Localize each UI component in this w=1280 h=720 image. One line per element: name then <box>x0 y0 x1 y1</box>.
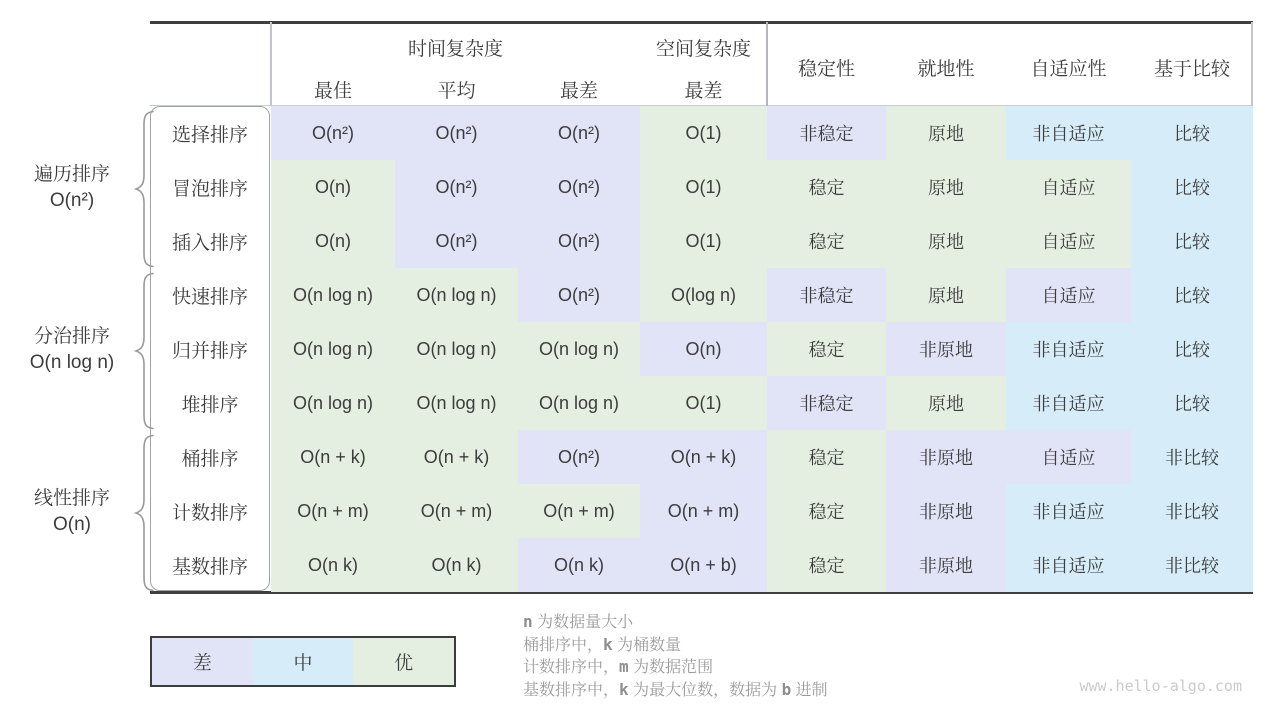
table-cell: 原地 <box>886 268 1006 322</box>
table-cell: 非原地 <box>886 484 1006 538</box>
table-cell: 比较 <box>1131 376 1253 430</box>
table-cell: 自适应 <box>1006 160 1131 214</box>
footnote-variable: m <box>619 657 629 676</box>
table-cell: O(n log n) <box>518 322 640 376</box>
table-cell: O(n²) <box>518 160 640 214</box>
table-cell: O(n k) <box>518 538 640 592</box>
table-cell: O(n k) <box>395 538 518 592</box>
row-label: 计数排序 <box>171 502 248 524</box>
footnote-text: 为最大位数，数据为 <box>628 681 782 699</box>
table-cell: O(n²) <box>518 268 640 322</box>
table-cell: O(n k) <box>271 538 395 592</box>
group-label-divide-conquer-sort <box>6 324 138 376</box>
table-cell: 自适应 <box>1006 268 1131 322</box>
table-cell: O(n²) <box>395 214 518 268</box>
footnote-text: 计数排序中， <box>523 659 620 676</box>
table-cell: O(n²) <box>271 106 395 160</box>
header-worst-space: 最差 <box>684 81 723 102</box>
header-time-complexity: 时间复杂度 <box>407 39 503 60</box>
legend-item-good: 优 <box>353 638 454 685</box>
header-average: 平均 <box>437 81 476 102</box>
table-cell: O(n + k) <box>395 430 518 484</box>
footnote-text: 为数据量大小 <box>532 614 634 631</box>
group-label-linear-sort <box>6 486 138 538</box>
legend-item-poor: 差 <box>152 638 253 685</box>
table-cell: O(n²) <box>518 106 640 160</box>
table-cell: 非自适应 <box>1006 322 1131 376</box>
footnotes <box>523 611 828 701</box>
footnote-variable: k <box>603 634 613 654</box>
table-grid <box>271 106 1253 592</box>
footnote-line <box>523 634 828 657</box>
footnote-text: 基数排序中， <box>523 681 620 699</box>
table-cell: 自适应 <box>1006 214 1131 268</box>
table-cell: O(log n) <box>640 268 767 322</box>
table-cell: 比较 <box>1131 160 1253 214</box>
table-cell: O(1) <box>640 214 767 268</box>
table-cell: 原地 <box>886 106 1006 160</box>
table-cell: 非稳定 <box>767 106 886 160</box>
table-cell: 非稳定 <box>767 268 886 322</box>
footnote-text: 桶排序中， <box>523 636 604 654</box>
header-comparison-based: 基于比较 <box>1153 59 1230 80</box>
table-cell: 非稳定 <box>767 376 886 430</box>
footnote-text: 为桶数量 <box>612 636 682 654</box>
table-cell: O(n log n) <box>518 376 640 430</box>
table-cell: O(n) <box>640 322 767 376</box>
table-cell: O(n + k) <box>640 430 767 484</box>
group-complexity: O(n log n) <box>29 352 115 373</box>
row-labels-column <box>150 106 270 592</box>
table-cell: 非自适应 <box>1006 484 1131 538</box>
table-cell: 稳定 <box>767 214 886 268</box>
table-cell: O(n²) <box>518 214 640 268</box>
group-name: 分治排序 <box>33 326 110 347</box>
group-complexity: O(n²) <box>49 190 95 211</box>
table-cell: 稳定 <box>767 160 886 214</box>
table-cell: 稳定 <box>767 538 886 592</box>
table-cell: O(n) <box>271 214 395 268</box>
table-cell: O(n) <box>271 160 395 214</box>
group-complexity: O(n) <box>53 514 91 535</box>
table-cell: O(n + b) <box>640 538 767 592</box>
table-cell: O(n log n) <box>271 268 395 322</box>
table-cell: O(n + m) <box>271 484 395 538</box>
watermark-url: www.hello-algo.com <box>1079 677 1242 695</box>
table-cell: 比较 <box>1131 322 1253 376</box>
table-top-border <box>150 21 1253 24</box>
group-name: 遍历排序 <box>33 164 110 185</box>
footnote-text: 为数据范围 <box>628 659 714 676</box>
table-cell: 非原地 <box>886 538 1006 592</box>
legend <box>150 636 456 687</box>
table-cell: 非自适应 <box>1006 538 1131 592</box>
row-label: 归并排序 <box>171 340 248 362</box>
table-cell: O(n + m) <box>395 484 518 538</box>
header-best: 最佳 <box>313 81 352 102</box>
footnote-variable: n <box>523 612 533 631</box>
header-adaptability: 自适应性 <box>1030 59 1107 80</box>
table-cell: 原地 <box>886 376 1006 430</box>
row-label: 基数排序 <box>171 556 248 578</box>
table-cell: 非自适应 <box>1006 106 1131 160</box>
row-label: 选择排序 <box>171 124 248 146</box>
row-label: 插入排序 <box>171 232 248 254</box>
header-worst-time: 最差 <box>559 81 598 102</box>
table-cell: 原地 <box>886 214 1006 268</box>
table-cell: O(n²) <box>395 106 518 160</box>
group-name: 线性排序 <box>33 488 110 509</box>
table-cell: O(n log n) <box>395 322 518 376</box>
table-cell: 非原地 <box>886 322 1006 376</box>
table-cell: 稳定 <box>767 484 886 538</box>
table-cell: O(n log n) <box>395 376 518 430</box>
row-label: 冒泡排序 <box>171 178 248 200</box>
footnote-variable: k <box>619 679 629 699</box>
row-label: 堆排序 <box>181 394 239 416</box>
table-cell: 稳定 <box>767 430 886 484</box>
table-cell: O(n log n) <box>271 322 395 376</box>
table-cell: O(1) <box>640 106 767 160</box>
header-stability: 稳定性 <box>797 59 855 80</box>
table-cell: 非比较 <box>1131 430 1253 484</box>
header-space-complexity: 空间复杂度 <box>655 39 751 60</box>
table-cell: 稳定 <box>767 322 886 376</box>
table-cell: 比较 <box>1131 106 1253 160</box>
group-label-traversal-sort <box>6 162 138 214</box>
table-cell: O(n²) <box>395 160 518 214</box>
footnote-line <box>523 611 828 634</box>
legend-item-medium: 中 <box>253 638 354 685</box>
footnote-line <box>523 656 828 679</box>
table-cell: 非原地 <box>886 430 1006 484</box>
table-cell: O(n + m) <box>518 484 640 538</box>
table-cell: O(n + m) <box>640 484 767 538</box>
table-cell: O(n log n) <box>395 268 518 322</box>
table-cell: 比较 <box>1131 268 1253 322</box>
footnote-line <box>523 679 828 702</box>
table-cell: O(n²) <box>518 430 640 484</box>
table-cell: O(n log n) <box>271 376 395 430</box>
table-cell: O(1) <box>640 160 767 214</box>
header-in-place: 就地性 <box>917 59 975 80</box>
footnote-text: 进制 <box>791 681 828 699</box>
table-cell: 自适应 <box>1006 430 1131 484</box>
row-label: 桶排序 <box>181 448 239 470</box>
table-cell: O(1) <box>640 376 767 430</box>
table-cell: O(n + k) <box>271 430 395 484</box>
table-cell: 非比较 <box>1131 484 1253 538</box>
footnote-variable: b <box>781 679 792 699</box>
table-cell: 非自适应 <box>1006 376 1131 430</box>
table-cell: 非比较 <box>1131 538 1253 592</box>
table-cell: 原地 <box>886 160 1006 214</box>
table-cell: 比较 <box>1131 214 1253 268</box>
row-label: 快速排序 <box>171 286 248 308</box>
